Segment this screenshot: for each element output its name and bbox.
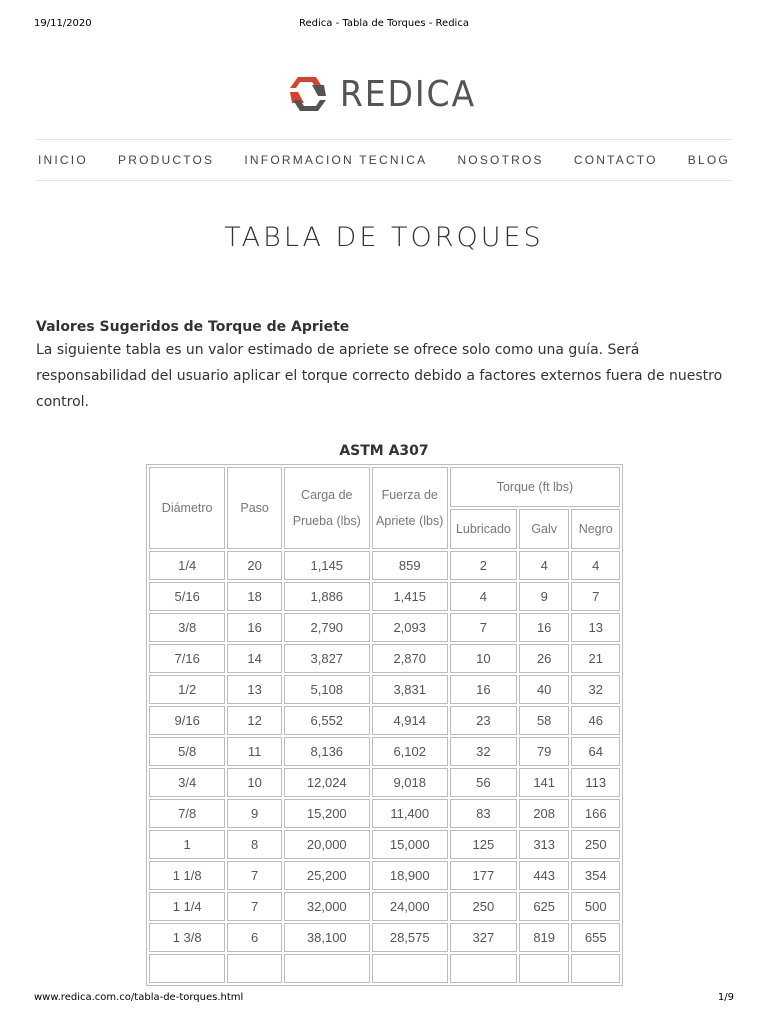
table-cell: 20 [227, 551, 282, 580]
intro-body: La siguiente tabla es un valor estimado de apriete se ofrece solo como una guía. Será responsabilidad del usuario aplicar el torque correcto debido a factores externos fuera de nuestro control. [36, 342, 723, 410]
nav-item-productos[interactable]: PRODUCTOS [118, 153, 215, 167]
brand-name: REDICA [339, 73, 477, 115]
table-cell: 40 [519, 675, 570, 704]
redica-arrows-icon [286, 74, 330, 114]
table-cell: 7 [227, 861, 282, 890]
table-cell: 16 [519, 613, 570, 642]
table-cell: 250 [450, 892, 517, 921]
table-cell: 1 1/4 [149, 892, 225, 921]
table-cell: 21 [571, 644, 620, 673]
table-cell: 327 [450, 923, 517, 952]
intro-section [36, 317, 736, 415]
table-row [149, 830, 620, 859]
table-cell: 24,000 [372, 892, 448, 921]
table-cell [227, 954, 282, 983]
table-cell: 4 [450, 582, 517, 611]
table-cell: 313 [519, 830, 570, 859]
table-cell: 20,000 [284, 830, 370, 859]
table-cell: 655 [571, 923, 620, 952]
table-cell: 2,870 [372, 644, 448, 673]
table-row [149, 954, 620, 983]
table-cell: 3,831 [372, 675, 448, 704]
table-cell: 3/8 [149, 613, 225, 642]
table-caption: ASTM A307 [339, 443, 429, 459]
table-cell: 9,018 [372, 768, 448, 797]
main-nav [36, 139, 732, 181]
table-cell: 56 [450, 768, 517, 797]
print-title: Redica - Tabla de Torques - Redica [299, 18, 469, 29]
table-cell: 16 [227, 613, 282, 642]
table-row [149, 551, 620, 580]
table-cell: 859 [372, 551, 448, 580]
table-cell: 15,200 [284, 799, 370, 828]
table-row [149, 582, 620, 611]
table-row [149, 861, 620, 890]
print-header [34, 18, 734, 32]
table-cell: 7 [571, 582, 620, 611]
table-cell: 1 1/8 [149, 861, 225, 890]
table-cell: 166 [571, 799, 620, 828]
nav-item-nosotros[interactable]: NOSOTROS [457, 153, 544, 167]
table-cell: 9 [519, 582, 570, 611]
table-cell: 4 [519, 551, 570, 580]
table-cell: 443 [519, 861, 570, 890]
table-cell: 250 [571, 830, 620, 859]
table-cell: 5/8 [149, 737, 225, 766]
table-cell: 3,827 [284, 644, 370, 673]
table-row [149, 892, 620, 921]
table-cell: 10 [450, 644, 517, 673]
table-cell: 141 [519, 768, 570, 797]
table-cell: 500 [571, 892, 620, 921]
table-cell: 16 [450, 675, 517, 704]
table-row [149, 923, 620, 952]
table-row [149, 799, 620, 828]
table-cell: 79 [519, 737, 570, 766]
table-cell: 38,100 [284, 923, 370, 952]
table-row [149, 613, 620, 642]
table-cell: 1 [149, 830, 225, 859]
table-cell: 7/8 [149, 799, 225, 828]
table-row [149, 644, 620, 673]
table-cell: 14 [227, 644, 282, 673]
table-cell: 9 [227, 799, 282, 828]
nav-item-inicio[interactable]: INICIO [38, 153, 88, 167]
table-cell: 15,000 [372, 830, 448, 859]
table-cell: 5,108 [284, 675, 370, 704]
table-cell: 46 [571, 706, 620, 735]
table-cell: 2,790 [284, 613, 370, 642]
table-cell: 625 [519, 892, 570, 921]
header-paso: Paso [227, 467, 282, 549]
page-title: TABLA DE TORQUES [224, 222, 544, 253]
nav-item-blog[interactable]: BLOG [687, 153, 730, 167]
site-logo[interactable] [0, 72, 768, 116]
header-negro: Negro [571, 509, 620, 549]
nav-item-informacion-tecnica[interactable]: INFORMACION TECNICA [244, 153, 428, 167]
table-cell [372, 954, 448, 983]
table-cell: 1 3/8 [149, 923, 225, 952]
table-cell: 6,552 [284, 706, 370, 735]
table-cell: 2,093 [372, 613, 448, 642]
table-cell [571, 954, 620, 983]
table-cell: 208 [519, 799, 570, 828]
intro-lead: Valores Sugeridos de Torque de Apriete [36, 319, 350, 335]
table-cell: 26 [519, 644, 570, 673]
table-cell: 11,400 [372, 799, 448, 828]
table-cell: 177 [450, 861, 517, 890]
table-cell: 12,024 [284, 768, 370, 797]
table-cell: 4 [571, 551, 620, 580]
table-cell: 13 [571, 613, 620, 642]
table-cell: 4,914 [372, 706, 448, 735]
table-cell: 1,886 [284, 582, 370, 611]
table-cell: 113 [571, 768, 620, 797]
table-header-row [149, 467, 620, 507]
table-cell: 64 [571, 737, 620, 766]
nav-item-contacto[interactable]: CONTACTO [573, 153, 658, 167]
table-cell: 8 [227, 830, 282, 859]
print-url: www.redica.com.co/tabla-de-torques.html [34, 992, 244, 1003]
table-cell: 7 [450, 613, 517, 642]
table-cell [284, 954, 370, 983]
header-torque: Torque (ft lbs) [450, 467, 620, 507]
torque-table [146, 464, 623, 986]
table-cell: 12 [227, 706, 282, 735]
header-fuerza: Fuerza de Apriete (lbs) [372, 467, 448, 549]
table-cell: 3/4 [149, 768, 225, 797]
table-cell: 58 [519, 706, 570, 735]
torque-table-container [146, 464, 623, 988]
table-cell: 18 [227, 582, 282, 611]
table-cell [519, 954, 570, 983]
table-cell: 1/4 [149, 551, 225, 580]
table-cell: 125 [450, 830, 517, 859]
table-cell: 28,575 [372, 923, 448, 952]
table-cell: 7 [227, 892, 282, 921]
table-cell: 11 [227, 737, 282, 766]
table-cell: 1,415 [372, 582, 448, 611]
table-row [149, 768, 620, 797]
table-cell: 6 [227, 923, 282, 952]
table-cell: 5/16 [149, 582, 225, 611]
header-galv: Galv [519, 509, 570, 549]
table-cell: 13 [227, 675, 282, 704]
table-cell: 25,200 [284, 861, 370, 890]
table-cell: 32,000 [284, 892, 370, 921]
header-carga: Carga de Prueba (lbs) [284, 467, 370, 549]
table-cell: 354 [571, 861, 620, 890]
table-row [149, 675, 620, 704]
table-cell: 83 [450, 799, 517, 828]
table-cell [450, 954, 517, 983]
table-cell: 1,145 [284, 551, 370, 580]
table-cell: 32 [450, 737, 517, 766]
table-cell: 23 [450, 706, 517, 735]
table-cell [149, 954, 225, 983]
table-cell: 7/16 [149, 644, 225, 673]
table-body [149, 551, 620, 983]
table-cell: 6,102 [372, 737, 448, 766]
print-date: 19/11/2020 [34, 18, 92, 29]
header-lubricado: Lubricado [450, 509, 517, 549]
print-footer [34, 992, 734, 1006]
table-cell: 18,900 [372, 861, 448, 890]
table-cell: 8,136 [284, 737, 370, 766]
table-row [149, 706, 620, 735]
table-cell: 2 [450, 551, 517, 580]
table-cell: 819 [519, 923, 570, 952]
header-diametro: Diámetro [149, 467, 225, 549]
table-cell: 1/2 [149, 675, 225, 704]
print-page-number: 1/9 [717, 992, 734, 1003]
table-cell: 32 [571, 675, 620, 704]
table-cell: 9/16 [149, 706, 225, 735]
table-row [149, 737, 620, 766]
table-cell: 10 [227, 768, 282, 797]
